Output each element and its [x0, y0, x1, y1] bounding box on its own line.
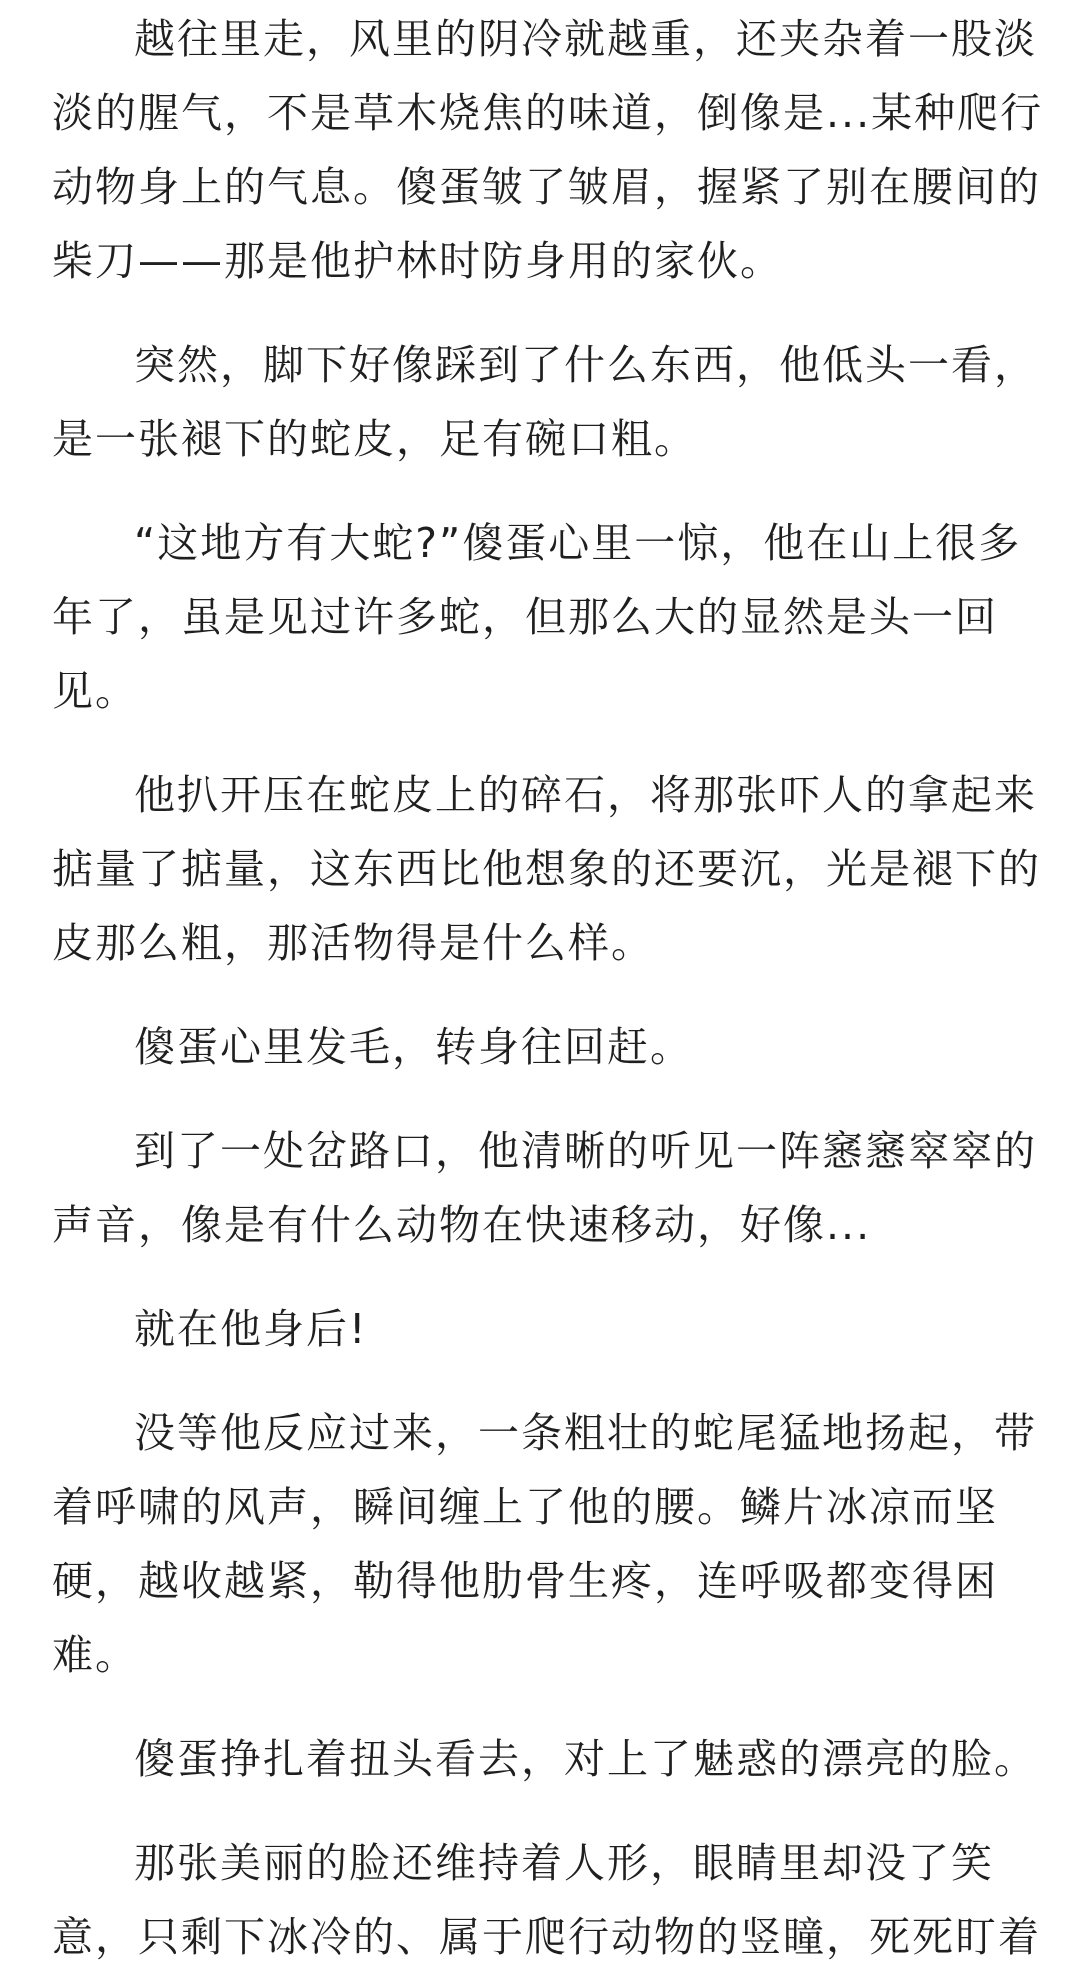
story-paragraph-8: 没等他反应过来，一条粗壮的蛇尾猛地扬起，带着呼啸的风声，瞬间缠上了他的腰。鳞片冰凉而坚硬，越收越紧，勒得他肋骨生疼，连呼吸都变得困难。: [52, 1409, 1037, 1679]
story-paragraph-1: 越往里走，风里的阴冷就越重，还夹杂着一股淡淡的腥气，不是草木烧焦的味道，倒像是...某种爬行动物身上的气息。傻蛋皱了皱眉，握紧了别在腰间的柴刀——那是他护林时防身用的家伙。: [52, 15, 1044, 285]
story-paragraph-6: 到了一处岔路口，他清晰的听见一阵窸窸窣窣的声音，像是有什么动物在快速移动，好像...: [52, 1127, 1037, 1249]
story-paragraph-5: 傻蛋心里发毛，转身往回赶。: [134, 1023, 693, 1071]
story-paragraph-3: “这地方有大蛇?”傻蛋心里一惊，他在山上很多年了，虽是见过许多蛇，但那么大的显然是头一回见。: [52, 519, 1022, 715]
story-paragraph-4: 他扒开压在蛇皮上的碎石，将那张吓人的拿起来掂量了掂量，这东西比他想象的还要沉，光是褪下的皮那么粗，那活物得是什么样。: [52, 771, 1041, 967]
story-paragraph-2: 突然，脚下好像踩到了什么东西，他低头一看，是一张褪下的蛇皮，足有碗口粗。: [52, 341, 1037, 463]
story-paragraph-9: 傻蛋挣扎着扭头看去，对上了魅惑的漂亮的脸。: [134, 1735, 1037, 1783]
story-paragraph-10: 那张美丽的脸还维持着人形，眼睛里却没了笑意，只剩下冰冷的、属于爬行动物的竖瞳，死死盯着: [52, 1839, 1041, 1961]
story-paragraph-7: 就在他身后!: [134, 1305, 368, 1353]
